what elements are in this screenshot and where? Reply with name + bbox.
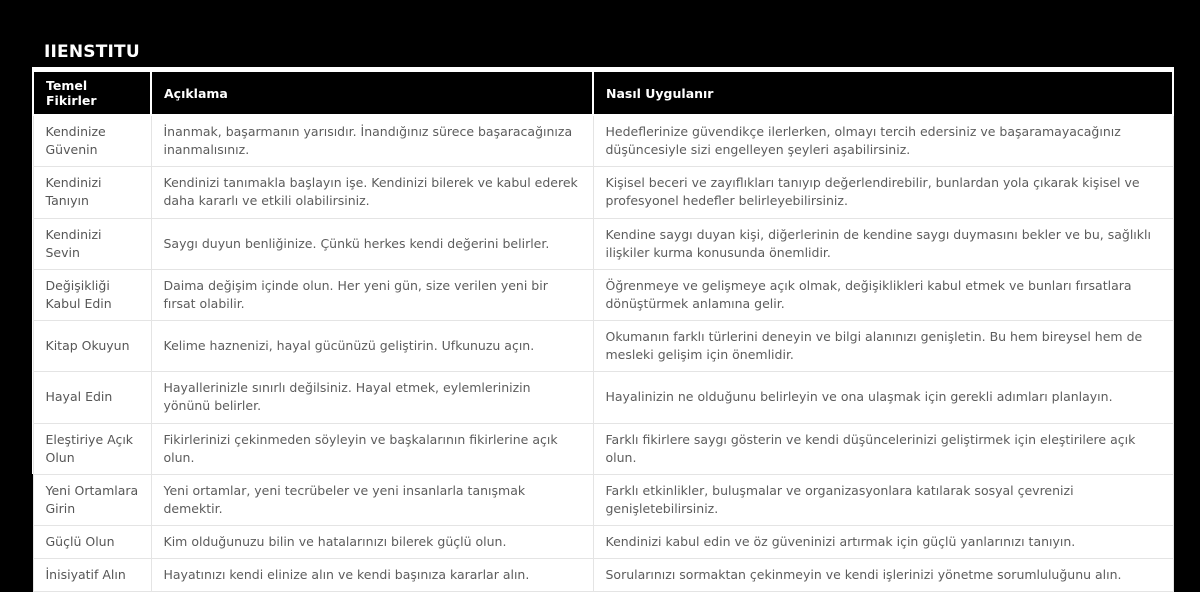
cell-temel-fikir: Yeni Ortamlara Girin <box>33 474 151 525</box>
cell-aciklama: Saygı duyun benliğinize. Çünkü herkes kendi değerini belirler. <box>151 218 593 269</box>
ideas-table <box>32 70 1174 592</box>
cell-nasil-uygulanir: Farklı etkinlikler, buluşmalar ve organizasyonlara katılarak sosyal çevrenizi genişletebilirsiniz. <box>593 474 1173 525</box>
cell-temel-fikir: Değişikliği Kabul Edin <box>33 269 151 320</box>
cell-nasil-uygulanir: Hedeflerinize güvendikçe ilerlerken, olmayı tercih edersiniz ve başaramayacağınız düşüncesiyle sizi engelleyen şeyleri aşabilirsiniz. <box>593 115 1173 167</box>
table-row <box>33 372 1173 423</box>
cell-nasil-uygulanir: Kişisel beceri ve zayıflıkları tanıyıp değerlendirebilir, bunlardan yola çıkarak kişisel ve profesyonel hedefler belirleyebilirsiniz. <box>593 167 1173 218</box>
table-row <box>33 115 1173 167</box>
cell-aciklama: Hayatınızı kendi elinize alın ve kendi başınıza kararlar alın. <box>151 559 593 592</box>
table-row <box>33 321 1173 372</box>
cell-nasil-uygulanir: Sorularınızı sormaktan çekinmeyin ve kendi işlerinizi yönetme sorumluluğunu alın. <box>593 559 1173 592</box>
cell-temel-fikir: Güçlü Olun <box>33 526 151 559</box>
table-body <box>33 115 1173 592</box>
cell-temel-fikir: Eleştiriye Açık Olun <box>33 423 151 474</box>
cell-aciklama: Kim olduğunuzu bilin ve hatalarınızı bilerek güçlü olun. <box>151 526 593 559</box>
cell-temel-fikir: Kitap Okuyun <box>33 321 151 372</box>
cell-nasil-uygulanir: Farklı fikirlere saygı gösterin ve kendi düşüncelerinizi geliştirmek için eleştirilere açık olun. <box>593 423 1173 474</box>
content-panel <box>32 38 1174 583</box>
cell-aciklama: İnanmak, başarmanın yarısıdır. İnandığınız sürece başaracağınıza inanmalısınız. <box>151 115 593 167</box>
cell-aciklama: Yeni ortamlar, yeni tecrübeler ve yeni insanlarla tanışmak demektir. <box>151 474 593 525</box>
cell-temel-fikir: Kendinizi Tanıyın <box>33 167 151 218</box>
column-header-nasil-uygulanir: Nasıl Uygulanır <box>593 71 1173 115</box>
table-header-row <box>33 71 1173 115</box>
table-row <box>33 423 1173 474</box>
page-title: IIENSTITU <box>32 38 1174 70</box>
cell-temel-fikir: Kendinize Güvenin <box>33 115 151 167</box>
table-row <box>33 167 1173 218</box>
table-row <box>33 526 1173 559</box>
cell-nasil-uygulanir: Okumanın farklı türlerini deneyin ve bilgi alanınızı genişletin. Bu hem bireysel hem de mesleki gelişim için önemlidir. <box>593 321 1173 372</box>
cell-temel-fikir: Kendinizi Sevin <box>33 218 151 269</box>
cell-aciklama: Daima değişim içinde olun. Her yeni gün, size verilen yeni bir fırsat olabilir. <box>151 269 593 320</box>
cell-nasil-uygulanir: Kendine saygı duyan kişi, diğerlerinin de kendine saygı duymasını bekler ve bu, sağlıklı ilişkiler kurma konusunda önemlidir. <box>593 218 1173 269</box>
cell-nasil-uygulanir: Kendinizi kabul edin ve öz güveninizi artırmak için güçlü yanlarınızı tanıyın. <box>593 526 1173 559</box>
cell-aciklama: Kelime haznenizi, hayal gücünüzü geliştirin. Ufkunuzu açın. <box>151 321 593 372</box>
cell-temel-fikir: İnisiyatif Alın <box>33 559 151 592</box>
cell-aciklama: Kendinizi tanımakla başlayın işe. Kendinizi bilerek ve kabul ederek daha kararlı ve etkili olabilirsiniz. <box>151 167 593 218</box>
cell-temel-fikir: Hayal Edin <box>33 372 151 423</box>
table-row <box>33 559 1173 592</box>
cell-aciklama: Hayallerinizle sınırlı değilsiniz. Hayal etmek, eylemlerinizin yönünü belirler. <box>151 372 593 423</box>
cell-nasil-uygulanir: Öğrenmeye ve gelişmeye açık olmak, değişiklikleri kabul etmek ve bunları fırsatlara dönüştürmek anlamına gelir. <box>593 269 1173 320</box>
column-header-aciklama: Açıklama <box>151 71 593 115</box>
cell-aciklama: Fikirlerinizi çekinmeden söyleyin ve başkalarının fikirlerine açık olun. <box>151 423 593 474</box>
cell-nasil-uygulanir: Hayalinizin ne olduğunu belirleyin ve ona ulaşmak için gerekli adımları planlayın. <box>593 372 1173 423</box>
table-row <box>33 474 1173 525</box>
table-row <box>33 269 1173 320</box>
table-row <box>33 218 1173 269</box>
column-header-temel-fikirler: Temel Fikirler <box>33 71 151 115</box>
